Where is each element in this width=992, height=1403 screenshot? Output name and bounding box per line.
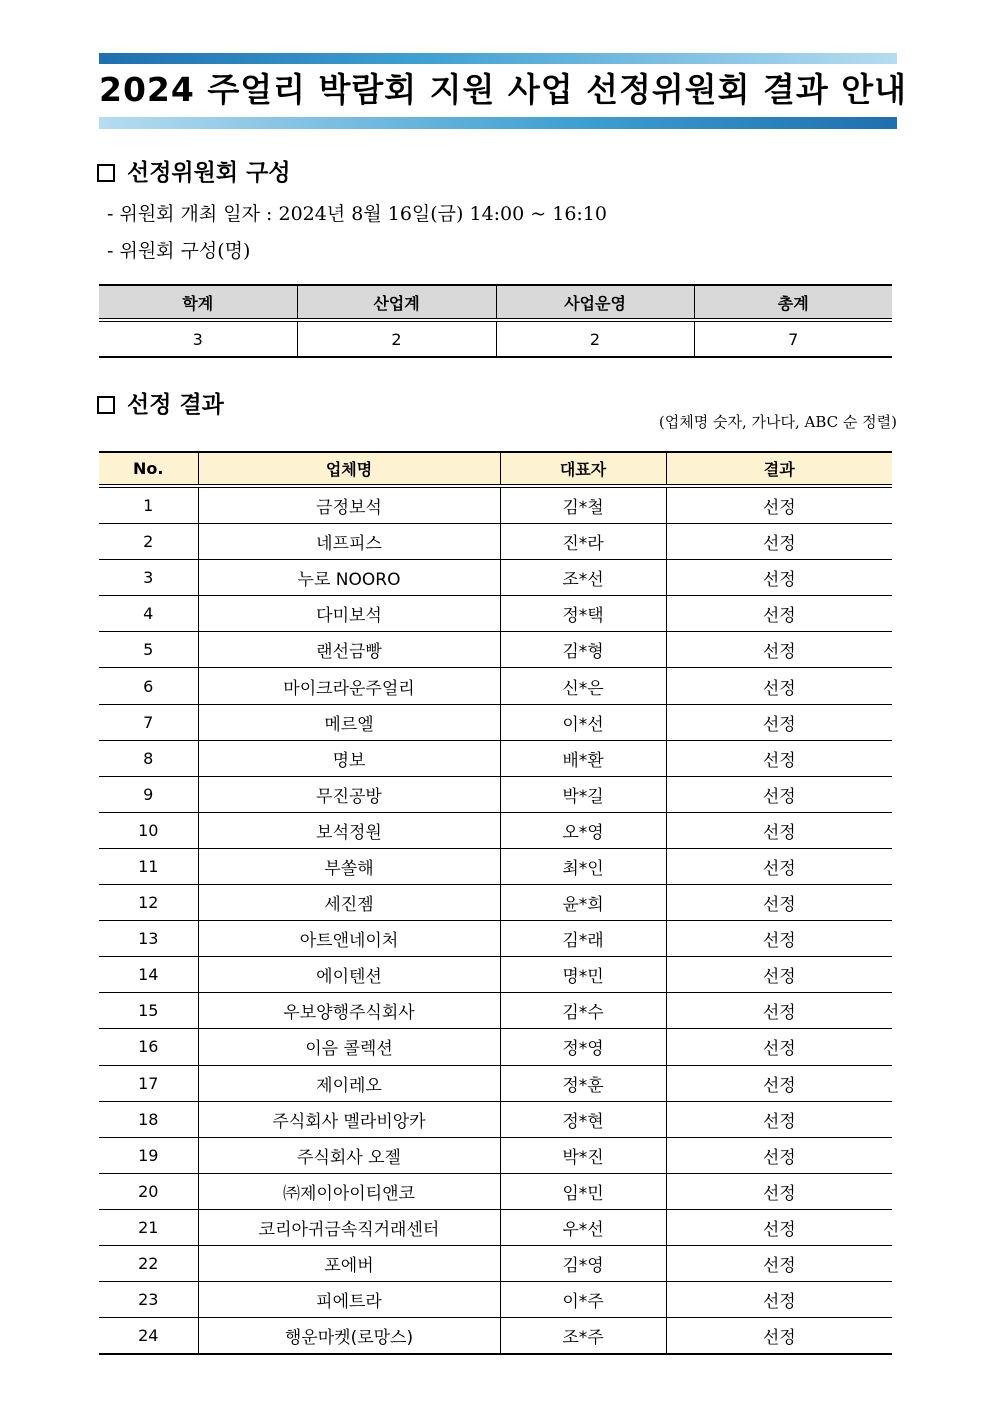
table-row xyxy=(99,704,892,740)
table-row xyxy=(99,921,892,957)
row-number: 10 xyxy=(99,812,198,848)
row-number: 22 xyxy=(99,1245,198,1281)
representative-name: 정*훈 xyxy=(500,1065,666,1101)
result-status: 선정 xyxy=(666,1173,892,1209)
result-status: 선정 xyxy=(666,848,892,884)
result-status: 선정 xyxy=(666,524,892,560)
header-total: 총계 xyxy=(694,285,892,320)
checkbox-square-icon xyxy=(97,396,115,414)
table-row xyxy=(99,957,892,993)
row-number: 14 xyxy=(99,957,198,993)
checkbox-square-icon xyxy=(97,164,115,182)
value-industry: 2 xyxy=(297,320,496,357)
row-number: 4 xyxy=(99,596,198,632)
representative-name: 윤*희 xyxy=(500,885,666,921)
company-name: 코리아귀금속직거래센터 xyxy=(198,1209,500,1245)
company-name: 주식회사 멜라비앙카 xyxy=(198,1101,500,1137)
row-number: 24 xyxy=(99,1318,198,1355)
table-row xyxy=(99,524,892,560)
table-row xyxy=(99,1282,892,1318)
company-name: 이음 콜렉션 xyxy=(198,1029,500,1065)
representative-name: 김*래 xyxy=(500,921,666,957)
header-academia: 학계 xyxy=(99,285,297,320)
section-heading-committee-text: 선정위원회 구성 xyxy=(127,159,291,186)
table-row xyxy=(99,1209,892,1245)
header-company: 업체명 xyxy=(198,452,500,486)
company-name: 다미보석 xyxy=(198,596,500,632)
table-row xyxy=(99,1318,892,1355)
representative-name: 우*선 xyxy=(500,1209,666,1245)
value-operation: 2 xyxy=(496,320,694,357)
result-status: 선정 xyxy=(666,596,892,632)
result-status: 선정 xyxy=(666,1209,892,1245)
title-bar-bottom xyxy=(99,117,897,129)
result-status: 선정 xyxy=(666,668,892,704)
header-representative: 대표자 xyxy=(500,452,666,486)
selection-result-table xyxy=(99,451,892,1355)
result-header-row xyxy=(99,452,892,486)
company-name: 아트앤네이처 xyxy=(198,921,500,957)
table-row xyxy=(99,740,892,776)
section-heading-results-text: 선정 결과 xyxy=(127,391,224,418)
table-row xyxy=(99,1245,892,1281)
representative-name: 명*민 xyxy=(500,957,666,993)
company-name: 금정보석 xyxy=(198,486,500,524)
row-number: 17 xyxy=(99,1065,198,1101)
composition-value-row xyxy=(99,320,892,357)
representative-name: 조*선 xyxy=(500,560,666,596)
row-number: 12 xyxy=(99,885,198,921)
row-number: 7 xyxy=(99,704,198,740)
table-row xyxy=(99,1065,892,1101)
row-number: 16 xyxy=(99,1029,198,1065)
company-name: 보석정원 xyxy=(198,812,500,848)
company-name: 포에버 xyxy=(198,1245,500,1281)
result-status: 선정 xyxy=(666,632,892,668)
representative-name: 진*라 xyxy=(500,524,666,560)
result-status: 선정 xyxy=(666,993,892,1029)
row-number: 11 xyxy=(99,848,198,884)
representative-name: 김*철 xyxy=(500,486,666,524)
company-name: 에이텐션 xyxy=(198,957,500,993)
table-row xyxy=(99,632,892,668)
header-result: 결과 xyxy=(666,452,892,486)
result-status: 선정 xyxy=(666,740,892,776)
representative-name: 이*주 xyxy=(500,1282,666,1318)
table-row xyxy=(99,668,892,704)
company-name: 행운마켓(로망스) xyxy=(198,1318,500,1355)
result-table-body xyxy=(99,486,892,1354)
row-number: 9 xyxy=(99,776,198,812)
company-name: 주식회사 오젤 xyxy=(198,1137,500,1173)
row-number: 23 xyxy=(99,1282,198,1318)
company-name: 피에트라 xyxy=(198,1282,500,1318)
representative-name: 최*인 xyxy=(500,848,666,884)
representative-name: 조*주 xyxy=(500,1318,666,1355)
table-row xyxy=(99,1029,892,1065)
composition-header-row xyxy=(99,285,892,320)
representative-name: 신*은 xyxy=(500,668,666,704)
representative-name: 박*진 xyxy=(500,1137,666,1173)
result-status: 선정 xyxy=(666,486,892,524)
result-status: 선정 xyxy=(666,1282,892,1318)
company-name: 랜선금빵 xyxy=(198,632,500,668)
row-number: 5 xyxy=(99,632,198,668)
company-name: 누로 NOORO xyxy=(198,560,500,596)
representative-name: 김*영 xyxy=(500,1245,666,1281)
company-name: 마이크라운주얼리 xyxy=(198,668,500,704)
value-academia: 3 xyxy=(99,320,297,357)
representative-name: 김*형 xyxy=(500,632,666,668)
representative-name: 이*선 xyxy=(500,704,666,740)
meeting-date-line: - 위원회 개최 일자 : 2024년 8월 16일(금) 14:00 ~ 16:10 xyxy=(107,203,607,225)
table-row xyxy=(99,848,892,884)
representative-name: 임*민 xyxy=(500,1173,666,1209)
representative-name: 김*수 xyxy=(500,993,666,1029)
result-status: 선정 xyxy=(666,560,892,596)
representative-name: 배*환 xyxy=(500,740,666,776)
value-total: 7 xyxy=(694,320,892,357)
representative-name: 오*영 xyxy=(500,812,666,848)
table-row xyxy=(99,1101,892,1137)
section-heading-results xyxy=(97,391,224,419)
table-row xyxy=(99,596,892,632)
company-name: 네프피스 xyxy=(198,524,500,560)
company-name: 명보 xyxy=(198,740,500,776)
result-status: 선정 xyxy=(666,957,892,993)
table-row xyxy=(99,812,892,848)
company-name: 세진젬 xyxy=(198,885,500,921)
result-status: 선정 xyxy=(666,704,892,740)
company-name: 메르엘 xyxy=(198,704,500,740)
row-number: 8 xyxy=(99,740,198,776)
representative-name: 박*길 xyxy=(500,776,666,812)
company-name: 우보양행주식회사 xyxy=(198,993,500,1029)
table-row xyxy=(99,885,892,921)
table-row xyxy=(99,776,892,812)
row-number: 19 xyxy=(99,1137,198,1173)
section-heading-committee xyxy=(97,159,291,187)
result-status: 선정 xyxy=(666,776,892,812)
row-number: 13 xyxy=(99,921,198,957)
result-status: 선정 xyxy=(666,1029,892,1065)
row-number: 2 xyxy=(99,524,198,560)
representative-name: 정*영 xyxy=(500,1029,666,1065)
result-status: 선정 xyxy=(666,1065,892,1101)
result-status: 선정 xyxy=(666,921,892,957)
header-operation: 사업운영 xyxy=(496,285,694,320)
result-status: 선정 xyxy=(666,1101,892,1137)
company-name: 제이레오 xyxy=(198,1065,500,1101)
result-status: 선정 xyxy=(666,1318,892,1355)
table-row xyxy=(99,560,892,596)
company-name: ㈜제이아이티앤코 xyxy=(198,1173,500,1209)
representative-name: 정*현 xyxy=(500,1101,666,1137)
header-industry: 산업계 xyxy=(297,285,496,320)
table-row xyxy=(99,993,892,1029)
result-status: 선정 xyxy=(666,812,892,848)
table-row xyxy=(99,1173,892,1209)
row-number: 3 xyxy=(99,560,198,596)
company-name: 부쏠해 xyxy=(198,848,500,884)
committee-composition-line: - 위원회 구성(명) xyxy=(107,240,251,262)
row-number: 20 xyxy=(99,1173,198,1209)
representative-name: 정*택 xyxy=(500,596,666,632)
row-number: 1 xyxy=(99,486,198,524)
company-name: 무진공방 xyxy=(198,776,500,812)
table-row xyxy=(99,1137,892,1173)
title-bar-top xyxy=(99,53,897,64)
row-number: 18 xyxy=(99,1101,198,1137)
result-status: 선정 xyxy=(666,1245,892,1281)
committee-composition-table xyxy=(99,284,892,358)
table-row xyxy=(99,486,892,524)
header-no: No. xyxy=(99,452,198,486)
row-number: 6 xyxy=(99,668,198,704)
result-status: 선정 xyxy=(666,885,892,921)
page-title: 2024 주얼리 박람회 지원 사업 선정위원회 결과 안내 xyxy=(99,70,907,109)
row-number: 21 xyxy=(99,1209,198,1245)
sort-note: (업체명 숫자, 가나다, ABC 순 정렬) xyxy=(658,413,897,431)
row-number: 15 xyxy=(99,993,198,1029)
result-status: 선정 xyxy=(666,1137,892,1173)
